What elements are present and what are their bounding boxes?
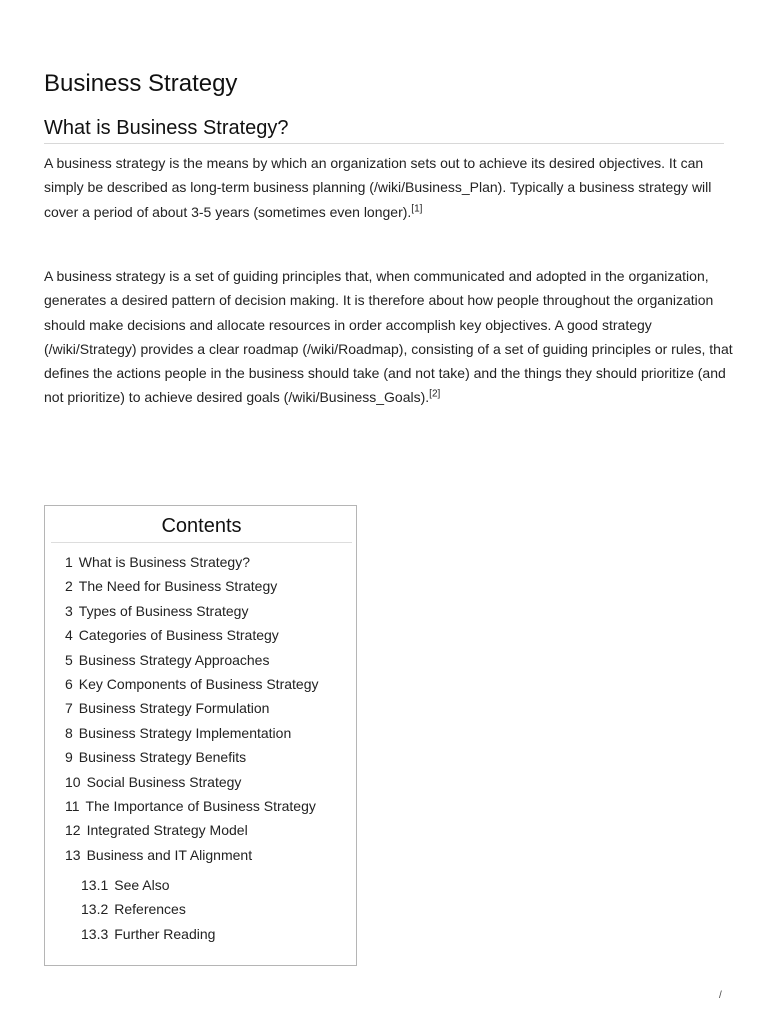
- toc-item-number: 12: [65, 822, 81, 839]
- toc-item-number: 8: [65, 724, 73, 741]
- table-of-contents: [44, 505, 357, 966]
- toc-item[interactable]: [65, 721, 318, 745]
- toc-item[interactable]: [65, 818, 318, 842]
- toc-item-number: 5: [65, 651, 73, 668]
- toc-item-label: The Importance of Business Strategy: [85, 797, 316, 814]
- toc-item[interactable]: [65, 843, 318, 867]
- toc-item[interactable]: [65, 623, 318, 647]
- toc-item[interactable]: [65, 770, 318, 794]
- section-heading: What is Business Strategy?: [44, 117, 724, 144]
- toc-item[interactable]: [65, 599, 318, 623]
- toc-subitem-number: 13.3: [81, 925, 109, 942]
- toc-item-number: 3: [65, 602, 73, 619]
- toc-item-label: Key Components of Business Strategy: [78, 675, 319, 692]
- toc-item-label: Social Business Strategy: [86, 773, 242, 790]
- toc-item-number: 9: [65, 749, 73, 766]
- toc-item-label: The Need for Business Strategy: [78, 578, 278, 595]
- toc-item-number: 13: [65, 846, 81, 863]
- paragraph-1: [44, 151, 734, 224]
- toc-item-number: 10: [65, 773, 81, 790]
- page-number: /: [719, 990, 722, 1001]
- toc-subitem[interactable]: [81, 922, 215, 946]
- toc-item[interactable]: [65, 745, 318, 769]
- toc-item-number: 1: [65, 554, 73, 570]
- toc-item-number: 6: [65, 675, 73, 692]
- toc-subitem[interactable]: [81, 873, 215, 897]
- toc-item-number: 7: [65, 700, 73, 717]
- toc-item[interactable]: [65, 696, 318, 720]
- toc-item-number: 2: [65, 578, 73, 595]
- reference-2-link[interactable]: [2]: [429, 388, 441, 400]
- toc-item-label: Integrated Strategy Model: [86, 822, 248, 839]
- toc-item-label: Business and IT Alignment: [86, 846, 253, 863]
- toc-list: [65, 550, 318, 867]
- toc-item-number: 4: [65, 627, 73, 644]
- toc-subitem-number: 13.2: [81, 901, 109, 918]
- toc-item[interactable]: [65, 550, 318, 574]
- toc-subitem-number: 13.1: [81, 877, 109, 893]
- toc-item[interactable]: [65, 794, 318, 818]
- paragraph-2-text: A business strategy is a set of guiding principles that, when communicated and adopted in the organization, generates a desired pattern of decision making. It is therefore about how people throughout the organization should make decisions and allocate resources in order accomplish key objectives. A good strategy (/wiki/Strategy) provides a clear roadmap (/wiki/Roadmap), consisting of a set of guiding principles or rules, that defines the actions people in the business should take (and not take) and the things they should prioritize (and not prioritize) to achieve desired goals (/wiki/Business_Goals).: [44, 268, 733, 406]
- toc-subitem[interactable]: [81, 897, 215, 921]
- toc-item-label: What is Business Strategy?: [78, 554, 250, 570]
- toc-subitem-label: See Also: [114, 877, 170, 893]
- toc-item[interactable]: [65, 648, 318, 672]
- toc-subitem-label: Further Reading: [114, 925, 216, 942]
- toc-title: Contents: [51, 512, 352, 543]
- toc-item-label: Business Strategy Formulation: [78, 700, 270, 717]
- toc-item-number: 11: [65, 797, 80, 814]
- toc-item[interactable]: [65, 574, 318, 598]
- toc-item-label: Business Strategy Benefits: [78, 749, 247, 766]
- toc-item-label: Types of Business Strategy: [78, 602, 249, 619]
- toc-item[interactable]: [65, 672, 318, 696]
- page-title: Business Strategy: [44, 70, 238, 97]
- toc-item-label: Business Strategy Implementation: [78, 724, 292, 741]
- paragraph-1-text: A business strategy is the means by which an organization sets out to achieve its desired objectives. It can simply be described as long-term business planning (/wiki/Business_Plan). Typically a business strategy will cover a period of about 3-5 years (sometimes even longer).: [44, 155, 712, 220]
- toc-sublist: [81, 873, 215, 946]
- paragraph-2: [44, 264, 734, 410]
- toc-subitem-label: References: [114, 901, 186, 918]
- toc-item-label: Business Strategy Approaches: [78, 651, 270, 668]
- toc-item-label: Categories of Business Strategy: [78, 627, 279, 644]
- reference-1-link[interactable]: [1]: [411, 202, 423, 214]
